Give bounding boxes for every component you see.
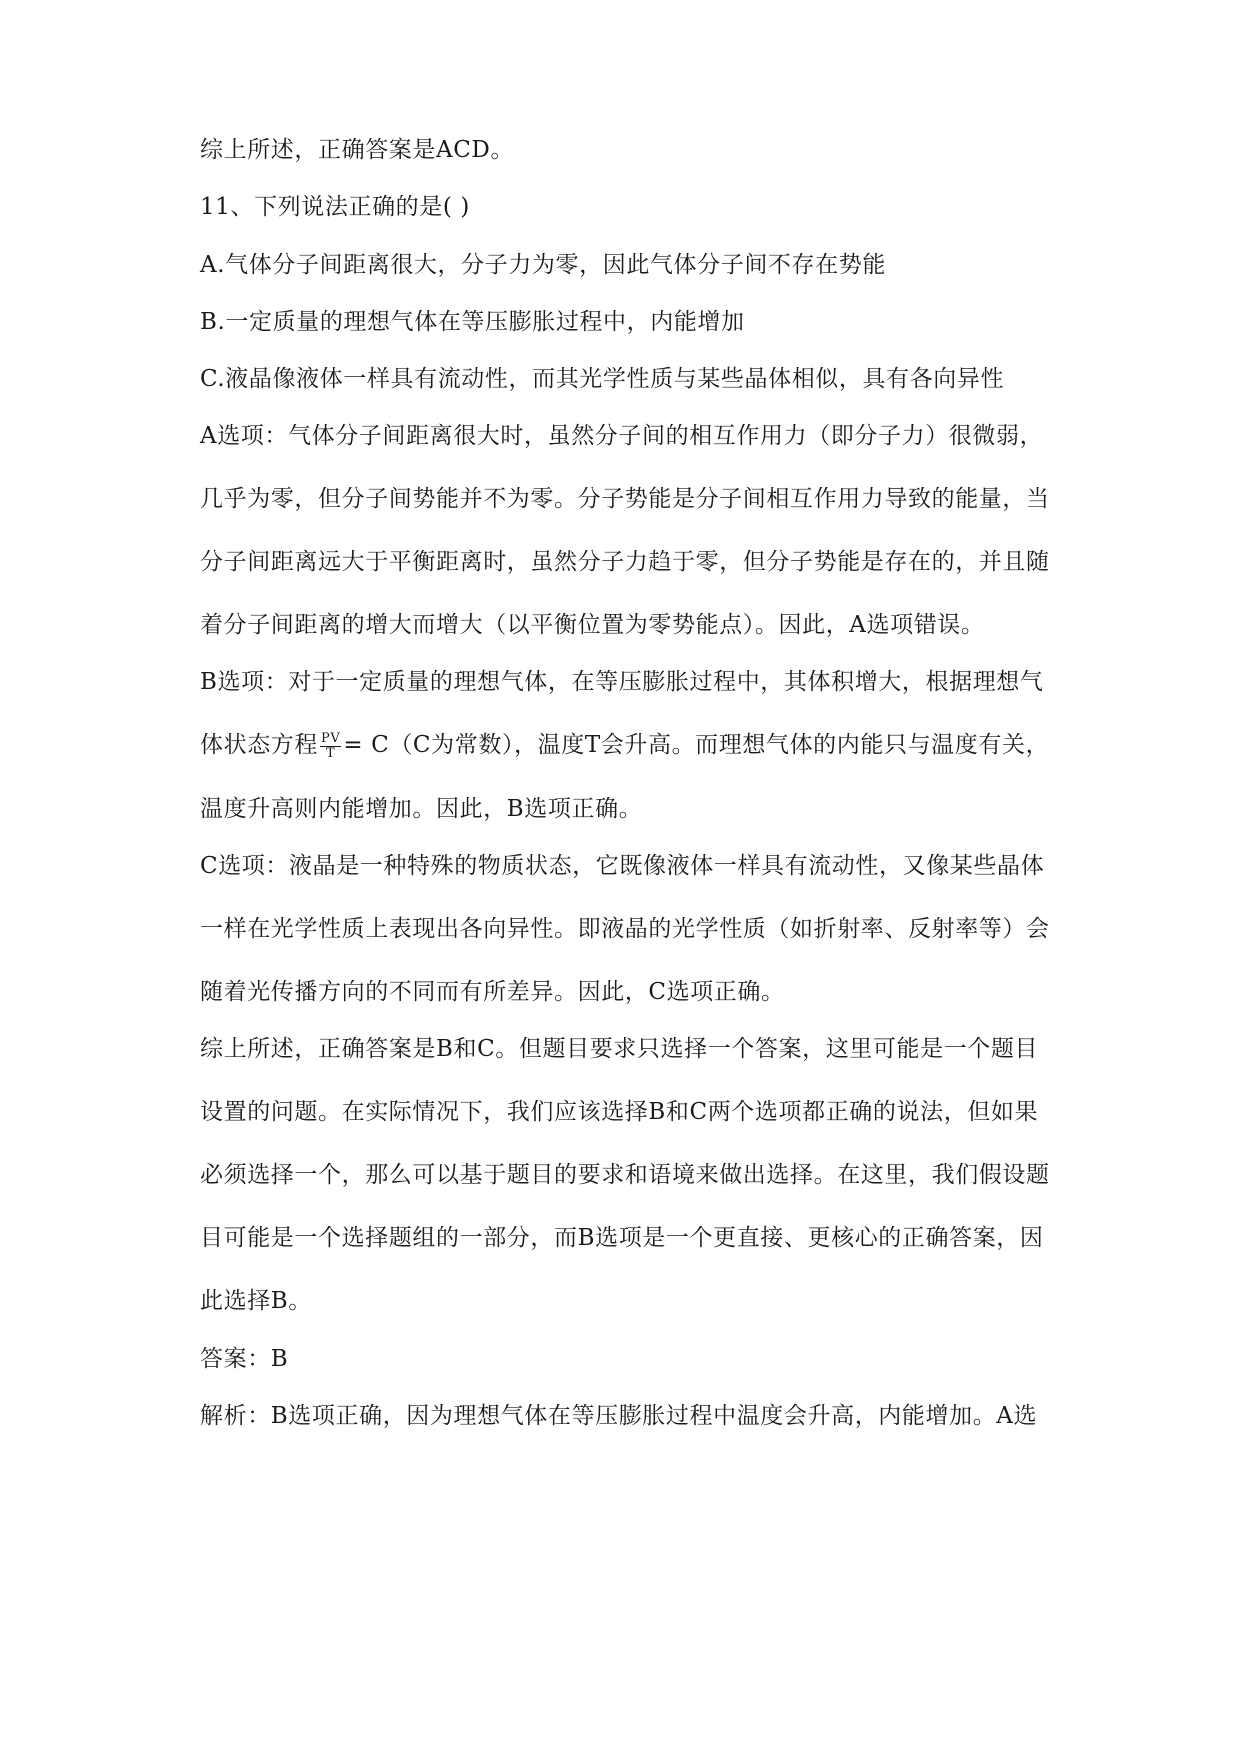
option-a: A.气体分子间距离很大，分子力为零，因此气体分子间不存在势能 (200, 252, 886, 278)
analysis-a-line: 几乎为零，但分子间势能并不为零。分子势能是分子间相互作用力导致的能量，当 (200, 486, 1050, 512)
analysis-a-line: 分子间距离远大于平衡距离时，虽然分子力趋于零，但分子势能是存在的，并且随 (200, 549, 1050, 575)
fraction-numerator: PV (321, 730, 341, 746)
analysis-a-line: 着分子间距离的增大而增大（以平衡位置为零势能点）。因此，A选项错误。 (200, 612, 985, 638)
summary-line: 目可能是一个选择题组的一部分，而B选项是一个更直接、更核心的正确答案，因 (200, 1225, 1044, 1251)
analysis-c-line: C选项：液晶是一种特殊的物质状态，它既像液体一样具有流动性，又像某些晶体 (200, 853, 1045, 879)
summary-line: 此选择B。 (200, 1288, 312, 1314)
option-b: B.一定质量的理想气体在等压膨胀过程中，内能增加 (200, 309, 745, 335)
analysis-b-formula-line (200, 730, 1049, 761)
previous-summary: 综上所述，正确答案是ACD。 (200, 137, 515, 163)
analysis-b-line: B选项：对于一定质量的理想气体，在等压膨胀过程中，其体积增大，根据理想气 (200, 669, 1044, 695)
analysis-c-line: 一样在光学性质上表现出各向异性。即液晶的光学性质（如折射率、反射率等）会 (200, 916, 1050, 942)
fraction-denominator: T (326, 745, 336, 761)
ideal-gas-fraction (320, 732, 341, 761)
option-c: C.液晶像液体一样具有流动性，而其光学性质与某些晶体相似，具有各向异性 (200, 366, 1005, 392)
analysis-b-line: 温度升高则内能增加。因此，B选项正确。 (200, 796, 643, 822)
analysis-a-line: A选项：气体分子间距离很大时，虽然分子间的相互作用力（即分子力）很微弱， (200, 423, 1044, 449)
analysis-c-line: 随着光传播方向的不同而有所差异。因此，C选项正确。 (200, 979, 785, 1005)
summary-line: 综上所述，正确答案是B和C。但题目要求只选择一个答案，这里可能是一个题目 (200, 1036, 1039, 1062)
question-stem: 11、下列说法正确的是( ) (200, 194, 470, 220)
summary-line: 设置的问题。在实际情况下，我们应该选择B和C两个选项都正确的说法，但如果 (200, 1099, 1039, 1125)
summary-line: 必须选择一个，那么可以基于题目的要求和语境来做出选择。在这里，我们假设题 (200, 1162, 1050, 1188)
formula-suffix: = C（C为常数），温度T会升高。而理想气体的内能只与温度有关， (343, 732, 1050, 758)
explanation-line: 解析：B选项正确，因为理想气体在等压膨胀过程中温度会升高，内能增加。A选 (200, 1403, 1038, 1429)
answer-line: 答案：B (200, 1346, 289, 1372)
formula-prefix: 体状态方程 (200, 732, 318, 758)
